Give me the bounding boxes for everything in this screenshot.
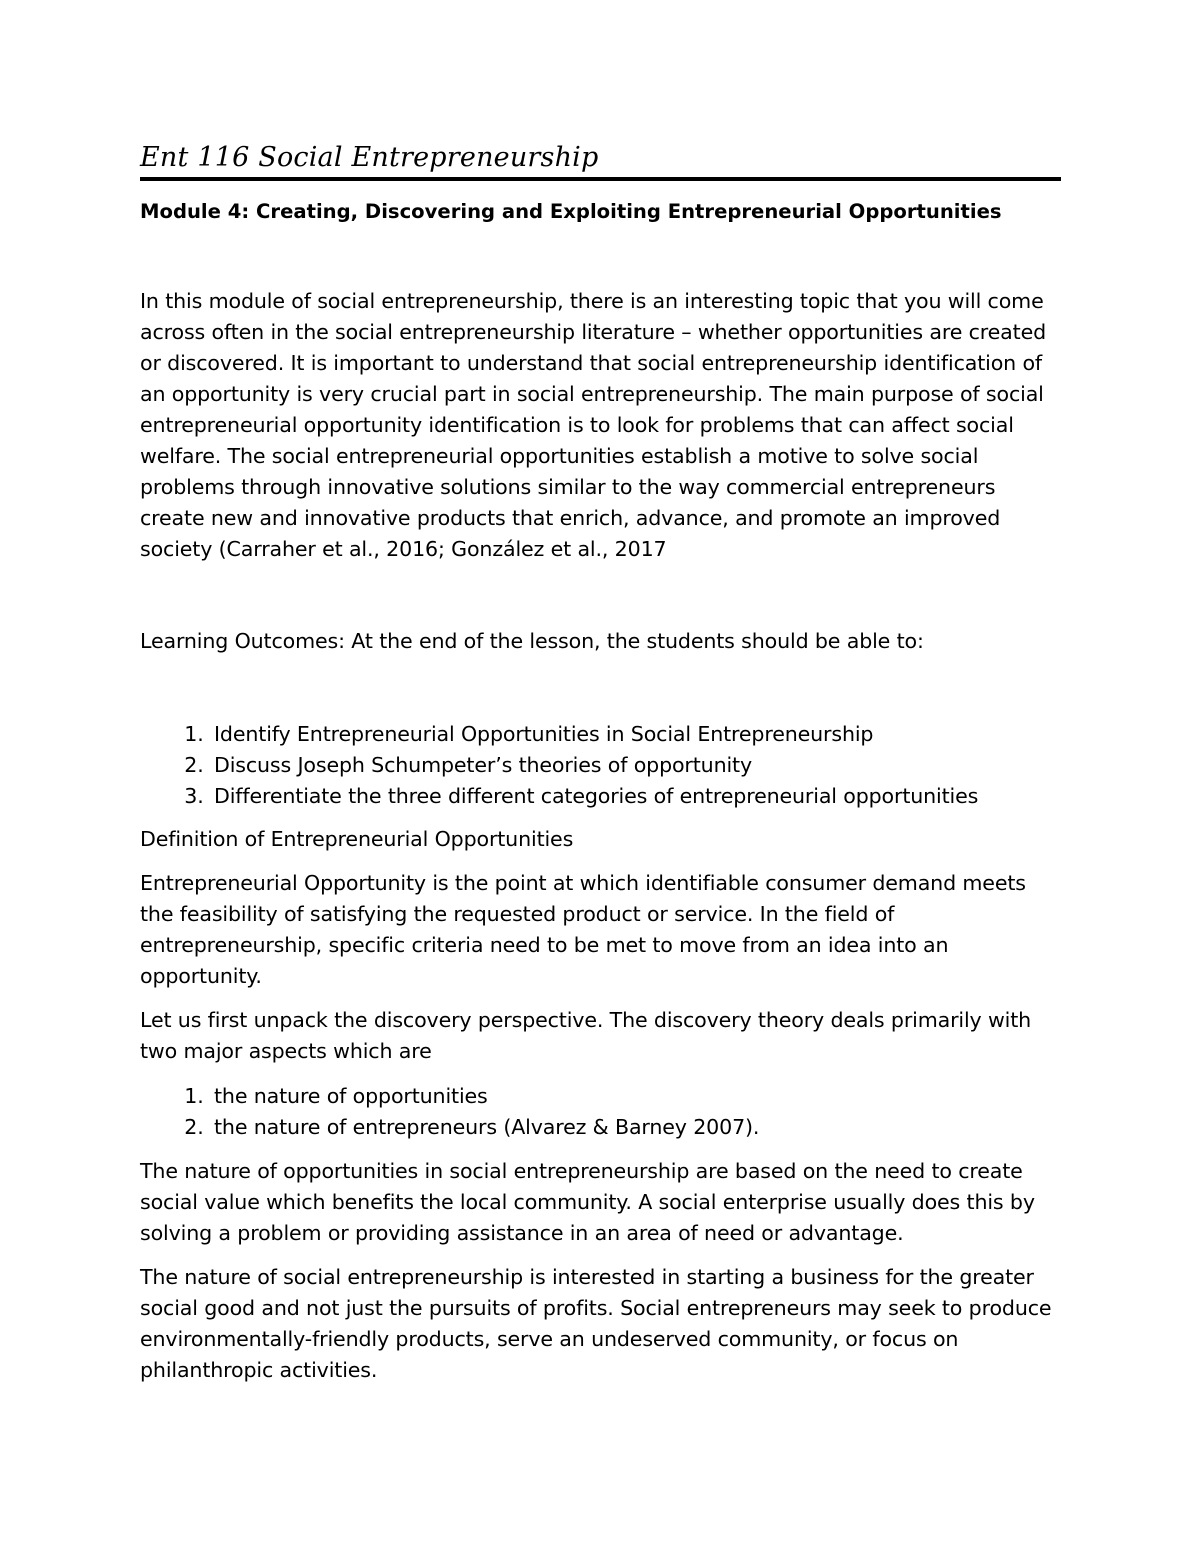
course-title: Ent 116 Social Entrepreneurship — [140, 142, 599, 173]
discovery-aspects-list — [140, 1081, 1065, 1143]
header-divider — [140, 177, 1061, 181]
definition-heading: Definition of Entrepreneurial Opportunities — [140, 827, 574, 851]
nature-entrepreneurship-paragraph: The nature of social entrepreneurship is interested in starting a business for the greater social good and not just the pursuits of profits. Social entrepreneurs may seek to produce environmentally-friendly products, serve an undeserved community, or focus on philanthropic activities. — [140, 1265, 1052, 1382]
document-body — [140, 196, 1065, 1386]
module-title: Module 4: Creating, Discovering and Exploiting Entrepreneurial Opportunities — [140, 200, 1002, 223]
learning-outcomes-lead: Learning Outcomes: At the end of the lesson, the students should be able to: — [140, 629, 924, 653]
list-item: 2. Discuss Joseph Schumpeter’s theories of opportunity — [210, 750, 1065, 781]
intro-paragraph: In this module of social entrepreneurship, there is an interesting topic that you will come across often in the social entrepreneurship literature – whether opportunities are created or discovered. It is important to understand that social entrepreneurship identification of an opportunity is very crucial part in social entrepreneurship. The main purpose of social entrepreneurial opportunity identification is to look for problems that can affect social welfare. The social entrepreneurial opportunities establish a motive to solve social problems through innovative solutions similar to the way commercial entrepreneurs create new and innovative products that enrich, advance, and promote an improved society (Carraher et al., 2016; González et al., 2017 — [140, 289, 1047, 561]
nature-opportunities-paragraph: The nature of opportunities in social entrepreneurship are based on the need to create social value which benefits the local community. A social enterprise usually does this by solving a problem or providing assistance in an area of need or advantage. — [140, 1159, 1035, 1245]
discovery-paragraph: Let us first unpack the discovery perspective. The discovery theory deals primarily with two major aspects which are — [140, 1008, 1032, 1063]
list-item: 1. Identify Entrepreneurial Opportunities in Social Entrepreneurship — [210, 719, 1065, 750]
definition-paragraph: Entrepreneurial Opportunity is the point at which identifiable consumer demand meets the feasibility of satisfying the requested product or service. In the field of entrepreneurship, specific criteria need to be met to move from an idea into an opportunity. — [140, 871, 1026, 988]
list-item: 3. Differentiate the three different categories of entrepreneurial opportunities — [210, 781, 1065, 812]
learning-outcomes-list — [140, 719, 1065, 812]
list-item: 2. the nature of entrepreneurs (Alvarez & Barney 2007). — [210, 1112, 1065, 1143]
list-item: 1. the nature of opportunities — [210, 1081, 1065, 1112]
document-header — [140, 138, 1060, 178]
